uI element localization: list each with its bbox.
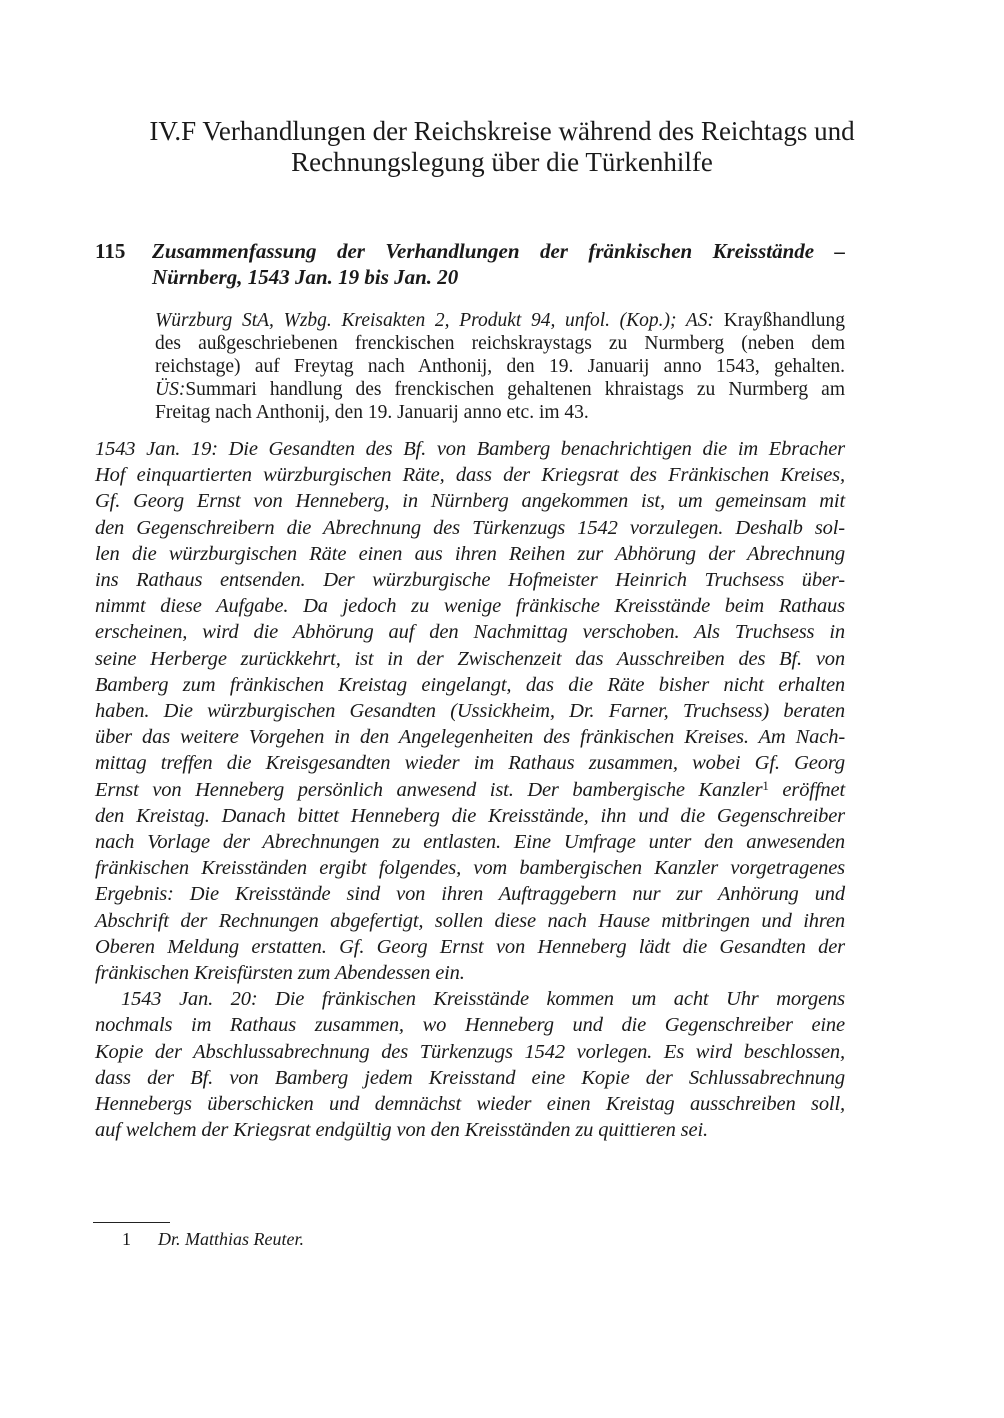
text-line bbox=[95, 672, 845, 698]
text-segment: nimmt diese Aufgabe. Da jedoch zu wenige fränkische Kreisstände beim Rathaus bbox=[95, 595, 845, 618]
text-line bbox=[95, 1012, 845, 1038]
text-line bbox=[95, 593, 845, 619]
text-segment: haben. Die würzburgischen Gesandten (Ussickheim, Dr. Farner, Truchsess) beraten bbox=[95, 700, 845, 723]
source-note bbox=[155, 309, 845, 424]
text-segment: Bamberg zum fränkischen Kreistag eingelangt, das die Räte bisher nicht erhalten bbox=[95, 673, 845, 696]
text-segment: nochmals im Rathaus zusammen, wo Henneberg und die Gegenschreiber eine bbox=[95, 1014, 845, 1037]
text-line bbox=[95, 803, 845, 829]
text-line bbox=[155, 378, 845, 401]
text-line bbox=[95, 646, 845, 672]
text-segment: erscheinen, wird die Abhörung auf den Nachmittag verschoben. Als Truchsess in bbox=[95, 621, 845, 644]
paragraph-2 bbox=[95, 986, 845, 1143]
text-segment: Ergebnis: Die Kreisstände sind von ihren Auftraggebern nur zur Anhörung und bbox=[95, 883, 845, 906]
text-segment: auf welchem der Kriegsrat endgültig von den Kreisständen zu quittieren sei. bbox=[95, 1119, 708, 1142]
document-title-line-2: Nürnberg, 1543 Jan. 19 bis Jan. 20 bbox=[152, 265, 459, 289]
text-line bbox=[95, 619, 845, 645]
text-line bbox=[95, 829, 845, 855]
text-line bbox=[95, 698, 845, 724]
text-line bbox=[155, 401, 845, 424]
text-segment: des außgeschriebenen frenckischen reichskraystags zu Nurmberg (neben dem bbox=[155, 333, 845, 354]
text-line bbox=[95, 750, 845, 776]
text-line bbox=[95, 436, 845, 462]
text-line bbox=[95, 777, 845, 803]
text-line bbox=[95, 908, 845, 934]
text-line bbox=[155, 355, 845, 378]
text-segment: 1543 Jan. 20: Die fränkischen Kreisstände kommen um acht Uhr morgens bbox=[121, 988, 845, 1011]
text-segment: 1543 Jan. 19: Die Gesandten des Bf. von Bamberg benachrichtigen die im Ebracher bbox=[95, 438, 845, 460]
text-line bbox=[95, 881, 845, 907]
footnote-reference: 1 bbox=[762, 777, 769, 793]
section-title-line-1: IV.F Verhandlungen der Reichskreise während des Reichtags und bbox=[149, 116, 855, 146]
text-segment: Freitag nach Anthonij, den 19. Januarij anno etc. im 43. bbox=[155, 402, 589, 423]
text-line bbox=[95, 488, 845, 514]
paragraph-1 bbox=[95, 436, 845, 986]
section-title bbox=[60, 116, 944, 178]
text-segment: ins Rathaus entsenden. Der würzburgische Hofmeister Heinrich Truchsess über- bbox=[95, 569, 845, 592]
text-line bbox=[95, 567, 845, 593]
text-segment: Krayßhandlung bbox=[714, 310, 845, 331]
text-segment: fränkischen Kreisständen ergibt folgendes, vom bambergischen Kanzler vorgetragenes bbox=[95, 857, 845, 880]
text-segment: den Gegenschreibern die Abrechnung des Türkenzugs 1542 vorzulegen. Deshalb sol- bbox=[95, 516, 845, 539]
text-line bbox=[95, 934, 845, 960]
text-line bbox=[95, 724, 845, 750]
document-title bbox=[152, 238, 845, 290]
section-title-line-2: Rechnungslegung über die Türkenhilfe bbox=[291, 147, 713, 177]
text-segment: mittag treffen die Kreisgesandten wieder im Rathaus zusammen, wobei Gf. Georg bbox=[95, 752, 845, 775]
text-segment: Gf. Georg Ernst von Henneberg, in Nürnberg angekommen ist, um gemeinsam mit bbox=[95, 490, 845, 513]
text-line bbox=[95, 855, 845, 881]
document-number: 115 bbox=[95, 239, 126, 263]
text-line bbox=[95, 1065, 845, 1091]
text-segment: nach Vorlage der Abrechnungen zu entlasten. Eine Umfrage unter den anwesenden bbox=[95, 831, 845, 854]
text-line bbox=[95, 986, 845, 1012]
text-segment: über das weitere Vorgehen in den Angelegenheiten des fränkischen Kreises. Am Nach- bbox=[95, 726, 845, 749]
footnote-divider bbox=[93, 1222, 170, 1223]
text-segment: len die würzburgischen Räte einen aus ihren Reihen zur Abhörung der Abrechnung bbox=[95, 542, 845, 565]
text-line bbox=[95, 1091, 845, 1117]
text-segment: Hennebergs überschicken und demnächst wieder einen Kreistag ausschreiben soll, bbox=[95, 1093, 845, 1116]
text-segment: Hof einquartierten würzburgischen Räte, dass der Kriegsrat des Fränkischen Kreises, bbox=[95, 464, 845, 487]
footnote bbox=[122, 1229, 304, 1250]
text-line bbox=[155, 309, 845, 332]
text-line bbox=[95, 1117, 845, 1143]
text-segment: Oberen Meldung erstatten. Gf. Georg Ernst von Henneberg lädt die Gesandten der bbox=[95, 935, 845, 958]
text-segment: Ernst von Henneberg persönlich anwesend ist. Der bambergische Kanzler bbox=[95, 778, 763, 801]
text-segment: Abschrift der Rechnungen abgefertigt, sollen diese nach Hause mitbringen und ihren bbox=[95, 909, 845, 932]
text-line bbox=[95, 960, 845, 986]
document-title-line-1: Zusammenfassung der Verhandlungen der fränkischen Kreisstände – bbox=[152, 239, 845, 263]
text-line bbox=[95, 541, 845, 567]
text-line bbox=[155, 332, 845, 355]
text-segment: Würzburg StA, Wzbg. Kreisakten 2, Produkt 94, unfol. (Kop.); AS: bbox=[155, 310, 715, 331]
text-segment: dass der Bf. von Bamberg jedem Kreisstand eine Kopie der Schlussabrechnung bbox=[95, 1066, 845, 1089]
text-line bbox=[95, 515, 845, 541]
text-segment: seine Herberge zurückkehrt, ist in der Zwischenzeit das Ausschreiben des Bf. von bbox=[95, 647, 845, 670]
text-segment: ÜS: bbox=[155, 379, 186, 400]
text-line bbox=[95, 1039, 845, 1065]
footnote-text: Dr. Matthias Reuter. bbox=[158, 1229, 304, 1249]
text-segment: den Kreistag. Danach bittet Henneberg die Kreisstände, ihn und die Gegenschreiber bbox=[95, 804, 845, 827]
text-line bbox=[95, 462, 845, 488]
text-segment: Kopie der Abschlussabrechnung des Türkenzugs 1542 vorlegen. Es wird beschlossen, bbox=[95, 1040, 845, 1063]
text-segment: fränkischen Kreisfürsten zum Abendessen ein. bbox=[95, 962, 465, 985]
footnote-number: 1 bbox=[122, 1229, 131, 1249]
text-segment: Summari handlung des frenckischen gehaltenen khraistags zu Nurmberg am bbox=[185, 379, 845, 400]
summary-text bbox=[95, 436, 845, 1143]
text-segment: eröffnet bbox=[768, 778, 845, 801]
text-segment: reichstage) auf Freytag nach Anthonij, den 19. Januarij anno 1543, gehalten. bbox=[155, 356, 845, 377]
